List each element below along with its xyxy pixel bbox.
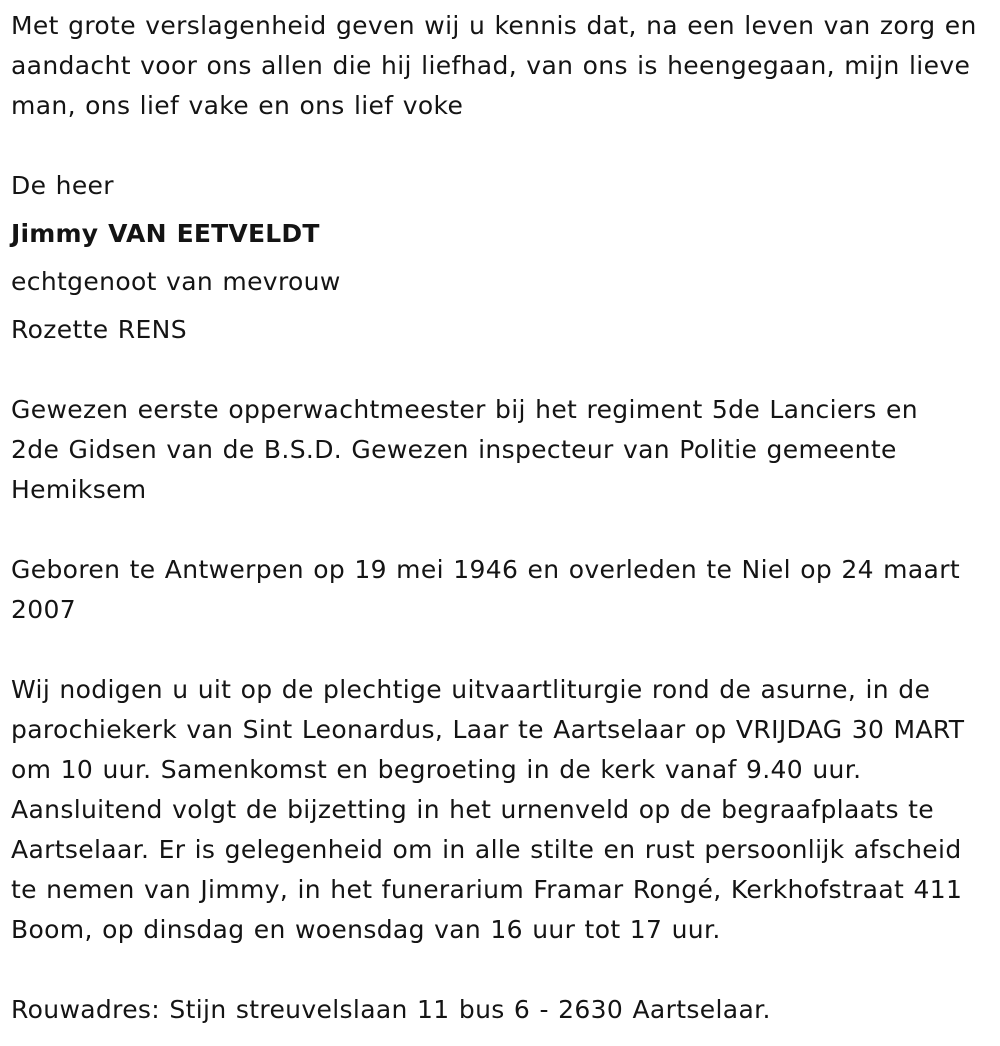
intro-line: man, ons lief vake en ons lief voke xyxy=(11,91,464,120)
funeral-line: Boom, op dinsdag en woensdag van 16 uur tot 17 uur. xyxy=(11,915,721,944)
birth-death-line: 2007 xyxy=(11,595,77,624)
birth-death-line: Geboren te Antwerpen op 19 mei 1946 en overleden te Niel op 24 maart xyxy=(11,555,960,584)
intro-paragraph xyxy=(11,6,995,126)
career-line: Hemiksem xyxy=(11,475,147,504)
career-line: Gewezen eerste opperwachtmeester bij het regiment 5de Lanciers en xyxy=(11,395,918,424)
funeral-line: te nemen van Jimmy, in het funerarium Framar Rongé, Kerkhofstraat 411 xyxy=(11,875,963,904)
spouse-intro: echtgenoot van mevrouw xyxy=(11,267,341,296)
career-paragraph xyxy=(11,390,995,510)
spouse-name: Rozette RENS xyxy=(11,315,187,344)
intro-line: Met grote verslagenheid geven wij u kennis dat, na een leven van zorg en xyxy=(11,11,977,40)
honorific-title: De heer xyxy=(11,171,114,200)
funeral-line: Aartselaar. Er is gelegenheid om in alle stilte en rust persoonlijk afscheid xyxy=(11,835,962,864)
mourning-address: Rouwadres: Stijn streuvelslaan 11 bus 6 - 2630 Aartselaar. xyxy=(11,995,771,1024)
funeral-paragraph xyxy=(11,670,995,950)
funeral-line: Aansluitend volgt de bijzetting in het urnenveld op de begraafplaats te xyxy=(11,795,935,824)
funeral-line: Wij nodigen u uit op de plechtige uitvaartliturgie rond de asurne, in de xyxy=(11,675,931,704)
funeral-line: om 10 uur. Samenkomst en begroeting in de kerk vanaf 9.40 uur. xyxy=(11,755,862,784)
deceased-name: Jimmy VAN EETVELDT xyxy=(11,219,320,248)
funeral-line: parochiekerk van Sint Leonardus, Laar te Aartselaar op VRIJDAG 30 MART xyxy=(11,715,965,744)
intro-line: aandacht voor ons allen die hij liefhad, van ons is heengegaan, mijn lieve xyxy=(11,51,971,80)
career-line: 2de Gidsen van de B.S.D. Gewezen inspecteur van Politie gemeente xyxy=(11,435,897,464)
birth-death-paragraph xyxy=(11,550,995,630)
